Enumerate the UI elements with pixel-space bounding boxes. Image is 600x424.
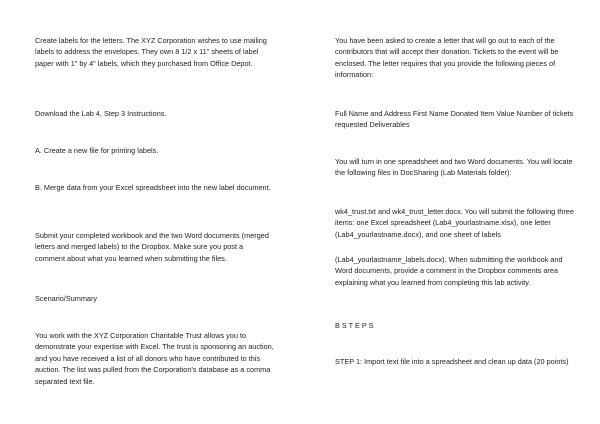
paragraph-download-instructions: Download the Lab 4, Step 3 Instructions. bbox=[35, 109, 167, 118]
paragraph-create-labels: Create labels for the letters. The XYZ Corporation wishes to use mailing labels to address the envelopes. They own 8 1/2 x 11" sheets of label paper with 1" by 4" labels, which they purchased from Office Depot. bbox=[35, 36, 267, 68]
paragraph-deliverables: You will turn in one spreadsheet and two Word documents. You will locate the following files in DocSharing (Lab Materials folder): bbox=[335, 157, 573, 178]
paragraph-submit: Submit your completed workbook and the two Word documents (merged letters and merged labels) to the Dropbox. Make sure you post a comment about what you learned when submitting the files. bbox=[35, 231, 269, 263]
paragraph-files: wk4_trust.txt and wk4_trust_letter.docx. You will submit the following three items: one Excel spreadsheet (Lab4_yourlastname.xlsx), one letter (Lab4_yourlastname.docx), and one sheet of labels bbox=[335, 207, 574, 239]
paragraph-step-b: B. Merge data from your Excel spreadsheet into the new label document. bbox=[35, 183, 271, 192]
heading-steps: B S T E P S bbox=[335, 321, 374, 330]
paragraph-required-fields: Full Name and Address First Name Donated Item Value Number of tickets requested Deliverables bbox=[335, 109, 574, 130]
paragraph-letter-request: You have been asked to create a letter that will go out to each of the contributors that will accept their donation. Tickets to the event will be enclosed. The letter requires that you provide the following pieces of information: bbox=[335, 36, 559, 80]
heading-scenario-summary: Scenario/Summary bbox=[35, 294, 98, 303]
paragraph-step-a: A. Create a new file for printing labels. bbox=[35, 146, 159, 155]
paragraph-step-1: STEP 1: Import text file into a spreadsheet and clean up data (20 points) bbox=[335, 357, 569, 366]
paragraph-scenario: You work with the XYZ Corporation Charitable Trust allows you to demonstrate your expertise with Excel. The trust is sponsoring an auction, and you have received a list of all donors who have contributed to this auction. The list was pulled from the Corporation's database as a comma separated text file. bbox=[35, 331, 274, 386]
paragraph-labels-comment: (Lab4_yourlastname_labels.docx). When submitting the workbook and Word documents, provide a comment in the Dropbox comments area explaining what you learned from completing this lab activity. bbox=[335, 255, 563, 287]
